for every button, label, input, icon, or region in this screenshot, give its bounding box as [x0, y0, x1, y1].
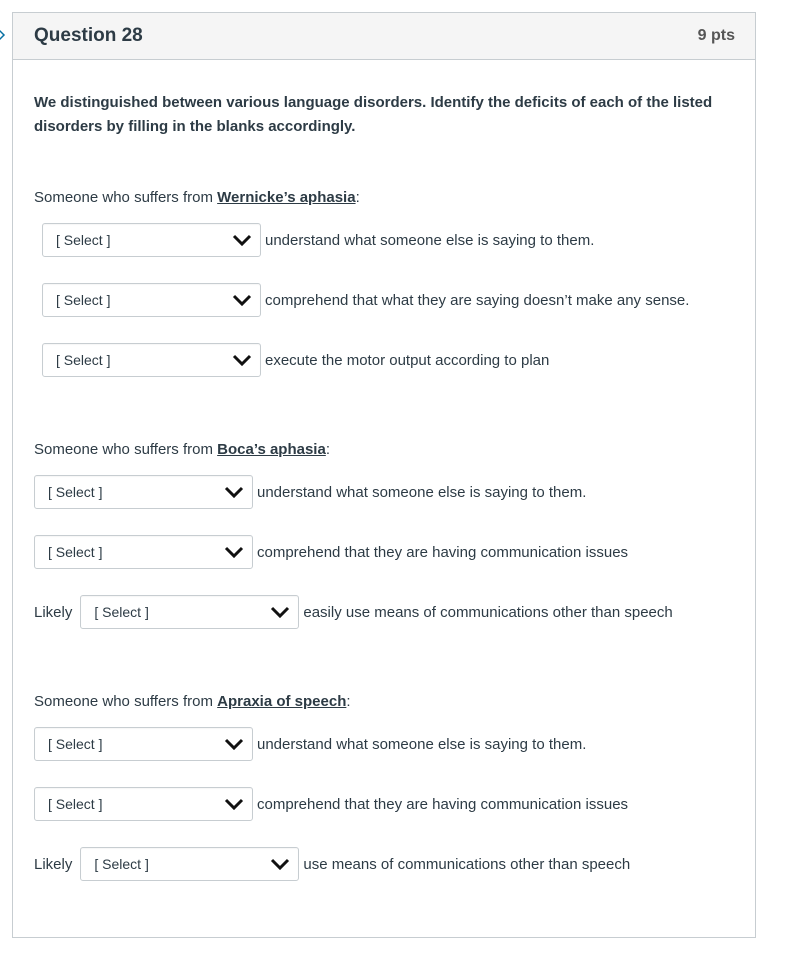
- blank-trailing-text: use means of communications other than speech: [303, 855, 631, 873]
- blank-trailing-text: understand what someone else is saying to them.: [257, 735, 587, 753]
- answer-dropdown[interactable]: [34, 727, 253, 761]
- answer-dropdown[interactable]: [80, 595, 299, 629]
- blank-trailing-text: comprehend that they are having communication issues: [257, 795, 629, 813]
- chevron-down-icon: [232, 354, 252, 366]
- blank-trailing-text: comprehend that what they are saying doesn’t make any sense.: [265, 291, 690, 309]
- disorder-link-apraxia[interactable]: Apraxia of speech: [217, 693, 347, 710]
- chevron-down-icon: [224, 486, 244, 498]
- disorder-link-wernicke[interactable]: Wernicke’s aphasia: [217, 189, 356, 206]
- section-title-broca: [34, 441, 330, 458]
- dropdown-value: [ Select ]: [48, 796, 103, 812]
- section-suffix: :: [325, 441, 330, 458]
- dropdown-value: [ Select ]: [48, 736, 103, 752]
- blank-row: [34, 787, 628, 821]
- blank-row: [42, 283, 689, 317]
- section-suffix: :: [355, 189, 360, 206]
- dropdown-value: [ Select ]: [56, 292, 111, 308]
- dropdown-value: [ Select ]: [94, 856, 149, 872]
- question-points: 9 pts: [697, 27, 735, 44]
- chevron-down-icon: [224, 546, 244, 558]
- chevron-down-icon: [270, 858, 290, 870]
- answer-dropdown[interactable]: [42, 283, 261, 317]
- section-suffix: :: [346, 693, 351, 710]
- dropdown-value: [ Select ]: [48, 544, 103, 560]
- dropdown-value: [ Select ]: [94, 604, 149, 620]
- blank-trailing-text: execute the motor output according to plan: [265, 351, 550, 369]
- answer-dropdown[interactable]: [34, 475, 253, 509]
- chevron-down-icon: [224, 738, 244, 750]
- blank-trailing-text: easily use means of communications other than speech: [303, 603, 673, 621]
- dropdown-value: [ Select ]: [56, 232, 111, 248]
- blank-row: [34, 595, 673, 629]
- blank-leading-text: Likely: [34, 603, 73, 621]
- blank-row: [34, 535, 628, 569]
- section-prefix: Someone who suffers from: [34, 189, 218, 206]
- blank-row: [34, 475, 586, 509]
- question-card: [12, 12, 756, 938]
- answer-dropdown[interactable]: [80, 847, 299, 881]
- answer-dropdown[interactable]: [42, 223, 261, 257]
- chevron-down-icon: [270, 606, 290, 618]
- chevron-down-icon: [232, 234, 252, 246]
- blank-row: [42, 223, 594, 257]
- chevron-down-icon: [232, 294, 252, 306]
- chevron-right-icon[interactable]: [0, 28, 6, 42]
- dropdown-value: [ Select ]: [48, 484, 103, 500]
- section-title-apraxia: [34, 693, 351, 710]
- blank-row: [34, 847, 630, 881]
- disorder-link-broca[interactable]: Boca’s aphasia: [217, 441, 326, 458]
- answer-dropdown[interactable]: [34, 535, 253, 569]
- section-prefix: Someone who suffers from: [34, 441, 218, 458]
- answer-dropdown[interactable]: [34, 787, 253, 821]
- question-header: [13, 13, 755, 60]
- section-prefix: Someone who suffers from: [34, 693, 218, 710]
- blank-trailing-text: understand what someone else is saying to them.: [265, 231, 595, 249]
- blank-leading-text: Likely: [34, 855, 73, 873]
- blank-trailing-text: understand what someone else is saying to them.: [257, 483, 587, 501]
- blank-trailing-text: comprehend that they are having communication issues: [257, 543, 629, 561]
- answer-dropdown[interactable]: [42, 343, 261, 377]
- section-title-wernicke: [34, 189, 360, 206]
- question-instructions: We distinguished between various language disorders. Identify the deficits of each of the listed disorders by filling in the blanks accordingly.: [34, 94, 713, 135]
- blank-row: [42, 343, 549, 377]
- blank-row: [34, 727, 586, 761]
- dropdown-value: [ Select ]: [56, 352, 111, 368]
- chevron-down-icon: [224, 798, 244, 810]
- question-title: Question 28: [34, 25, 143, 46]
